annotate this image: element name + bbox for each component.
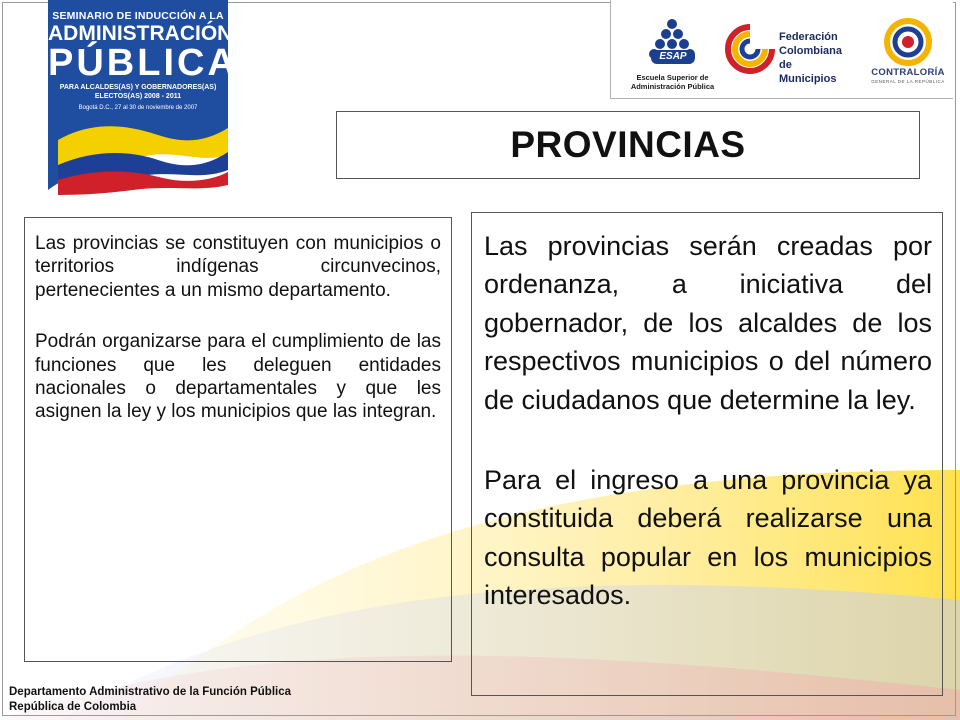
seminar-logo: [48, 0, 238, 195]
right-paragraph-1: Las provincias serán creadas por ordenanza, a iniciativa del gobernador, de los alcaldes de los respectivos municipios o del número de ciudadanos que determine la ley.: [484, 231, 932, 415]
left-text-box: [24, 217, 452, 662]
right-text-box: [471, 212, 943, 696]
federacion-line-1: Federación: [779, 31, 838, 43]
contraloria-name: CONTRALORÍA: [871, 67, 945, 78]
right-paragraph-2: Para el ingreso a una provincia ya constituida deberá realizarse una consulta popular en los municipios interesados.: [484, 465, 932, 611]
federacion-name: [779, 30, 849, 86]
esap-name-line-2: Administración Pública: [630, 82, 715, 91]
contraloria-circle-icon: [869, 18, 947, 66]
esap-logo: [625, 18, 720, 93]
seminar-line-5: ELECTOS(AS) 2008 - 2011: [94, 93, 182, 100]
partner-logos-panel: [610, 0, 953, 99]
seminar-line-1: SEMINARIO DE INDUCCIÓN A LA: [52, 10, 224, 22]
footer-line-2: República de Colombia: [9, 701, 137, 713]
seminar-line-6: Bogotá D.C., 27 al 30 de noviembre de 2007: [78, 105, 198, 111]
contraloria-subtitle: GENERAL DE LA REPÚBLICA: [871, 79, 945, 84]
left-paragraph-2: Podrán organizarse para el cumplimiento de las funciones que les deleguen entidades nacionales o departamentales y que les asignen la ley y los municipios que las integran.: [35, 331, 441, 423]
contraloria-logo: [869, 18, 947, 93]
federacion-swirl-icon: [723, 22, 778, 77]
seminar-line-3: PÚBLICA: [48, 42, 238, 84]
footer: [9, 685, 291, 715]
left-paragraph-1: Las provincias se constituyen con municipios o territorios indígenas circunvecinos, pertenecientes a un mismo departamento.: [35, 233, 441, 301]
federacion-logo: [723, 22, 849, 85]
page-title: PROVINCIAS: [510, 124, 746, 165]
seminar-logo-text: [48, 10, 238, 111]
seminar-line-2: ADMINISTRACIÓN: [48, 22, 233, 45]
federacion-line-3: de Municipios: [779, 59, 837, 85]
seminar-line-4: PARA ALCALDES(AS) Y GOBERNADORES(AS): [59, 84, 217, 91]
esap-name-line-1: Escuela Superior de: [636, 73, 709, 82]
title-box: [336, 111, 920, 179]
footer-line-1: Departamento Administrativo de la Función Pública: [9, 686, 292, 698]
federacion-line-2: Colombiana: [779, 45, 842, 57]
esap-wordmark: ESAP: [651, 50, 695, 64]
